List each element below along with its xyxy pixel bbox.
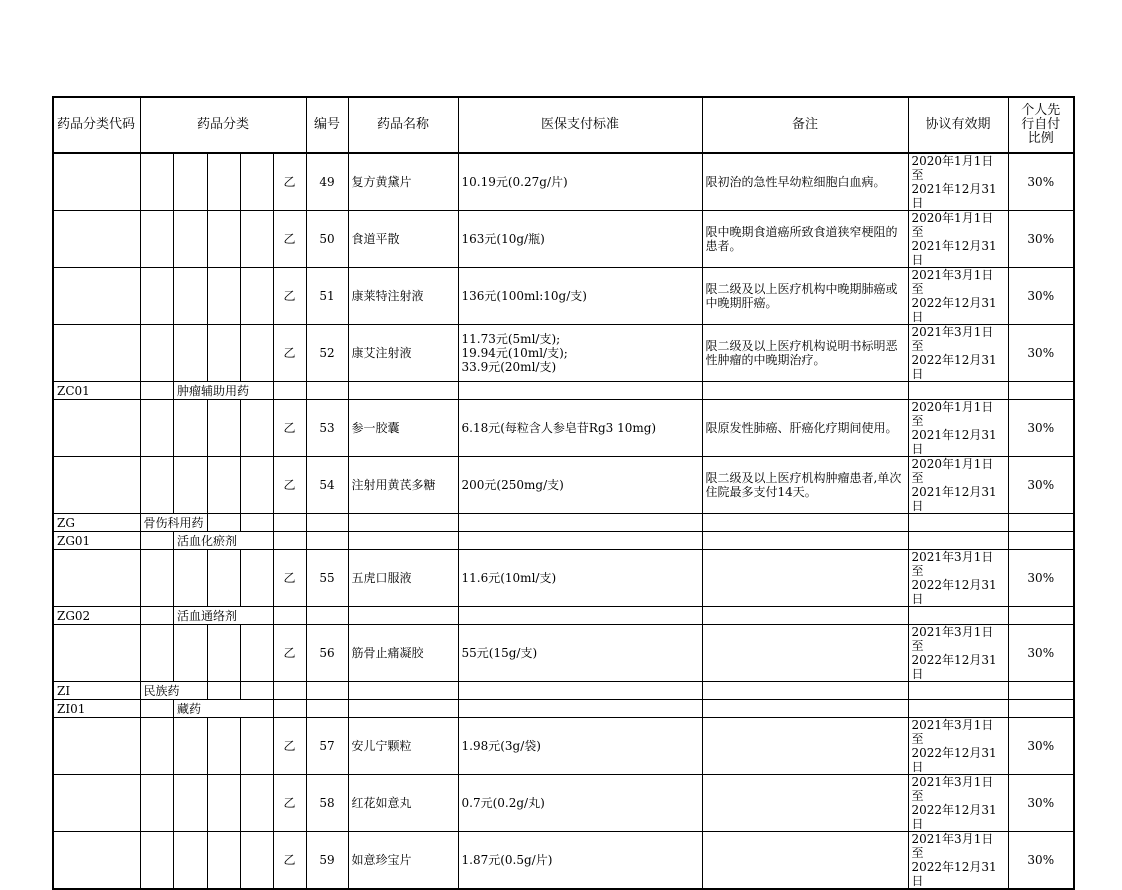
category-cell <box>240 775 273 832</box>
category-code-cell <box>53 457 140 514</box>
drug-name-cell: 如意珍宝片 <box>348 832 458 890</box>
validity-cell: 2020年1月1日至 2021年12月31日 <box>908 211 1008 268</box>
empty-cell <box>273 607 306 625</box>
empty-cell <box>306 514 348 532</box>
empty-cell <box>306 682 348 700</box>
category-row <box>53 532 1074 550</box>
category-cell <box>140 832 174 890</box>
category-cell <box>174 775 208 832</box>
number-cell: 53 <box>306 400 348 457</box>
category-label-cell: 活血通络剂 <box>174 607 274 625</box>
empty-cell <box>908 607 1008 625</box>
drug-name-cell: 康艾注射液 <box>348 325 458 382</box>
category-cell <box>207 718 240 775</box>
category-code-cell: ZG <box>53 514 140 532</box>
empty-cell <box>273 382 306 400</box>
empty-cell <box>348 382 458 400</box>
category-code-cell: ZG01 <box>53 532 140 550</box>
grade-cell: 乙 <box>273 775 306 832</box>
empty-cell <box>1008 382 1074 400</box>
self-pay-ratio-cell: 30% <box>1008 625 1074 682</box>
remark-cell <box>702 550 908 607</box>
validity-cell: 2020年1月1日至 2021年12月31日 <box>908 400 1008 457</box>
category-row <box>53 607 1074 625</box>
self-pay-ratio-cell: 30% <box>1008 775 1074 832</box>
drug-name-cell: 参一胶囊 <box>348 400 458 457</box>
category-cell <box>140 382 174 400</box>
category-cell <box>207 514 240 532</box>
category-cell <box>140 532 174 550</box>
empty-cell <box>702 682 908 700</box>
header-number: 编号 <box>306 97 348 153</box>
header-remark: 备注 <box>702 97 908 153</box>
remark-cell <box>702 775 908 832</box>
category-cell <box>174 400 208 457</box>
category-code-cell <box>53 550 140 607</box>
category-cell <box>174 268 208 325</box>
empty-cell <box>908 514 1008 532</box>
empty-cell <box>348 607 458 625</box>
payment-standard-cell: 1.87元(0.5g/片) <box>458 832 702 890</box>
category-cell <box>140 268 174 325</box>
empty-cell <box>1008 514 1074 532</box>
grade-cell: 乙 <box>273 550 306 607</box>
category-row <box>53 700 1074 718</box>
self-pay-ratio-cell: 30% <box>1008 400 1074 457</box>
remark-cell: 限原发性肺癌、肝癌化疗期间使用。 <box>702 400 908 457</box>
category-cell <box>240 682 273 700</box>
category-cell <box>240 832 273 890</box>
category-cell <box>240 457 273 514</box>
self-pay-ratio-cell: 30% <box>1008 457 1074 514</box>
empty-cell <box>273 514 306 532</box>
empty-cell <box>1008 607 1074 625</box>
empty-cell <box>458 382 702 400</box>
header-row <box>53 97 1074 153</box>
header-validity: 协议有效期 <box>908 97 1008 153</box>
drug-row <box>53 211 1074 268</box>
empty-cell <box>458 607 702 625</box>
category-cell <box>207 550 240 607</box>
number-cell: 55 <box>306 550 348 607</box>
category-code-cell <box>53 211 140 268</box>
category-code-cell: ZC01 <box>53 382 140 400</box>
category-code-cell <box>53 718 140 775</box>
category-cell <box>140 211 174 268</box>
empty-cell <box>458 700 702 718</box>
payment-standard-cell: 6.18元(每粒含人参皂苷Rg3 10mg) <box>458 400 702 457</box>
payment-standard-cell: 11.6元(10ml/支) <box>458 550 702 607</box>
category-cell <box>174 832 208 890</box>
empty-cell <box>458 514 702 532</box>
validity-cell: 2021年3月1日至 2022年12月31日 <box>908 718 1008 775</box>
header-code: 药品分类代码 <box>53 97 140 153</box>
category-code-cell: ZG02 <box>53 607 140 625</box>
validity-cell: 2021年3月1日至 2022年12月31日 <box>908 775 1008 832</box>
category-cell <box>240 325 273 382</box>
category-cell <box>140 718 174 775</box>
category-cell <box>207 457 240 514</box>
category-cell <box>207 775 240 832</box>
validity-cell: 2021年3月1日至 2022年12月31日 <box>908 550 1008 607</box>
grade-cell: 乙 <box>273 832 306 890</box>
self-pay-ratio-cell: 30% <box>1008 718 1074 775</box>
category-label-cell: 骨伤科用药 <box>140 514 207 532</box>
category-cell <box>207 400 240 457</box>
empty-cell <box>1008 700 1074 718</box>
self-pay-ratio-cell: 30% <box>1008 325 1074 382</box>
drug-row <box>53 268 1074 325</box>
category-code-cell <box>53 400 140 457</box>
category-code-cell <box>53 325 140 382</box>
category-row <box>53 514 1074 532</box>
number-cell: 50 <box>306 211 348 268</box>
category-code-cell <box>53 268 140 325</box>
category-cell <box>240 550 273 607</box>
category-code-cell <box>53 775 140 832</box>
category-cell <box>207 268 240 325</box>
empty-cell <box>908 382 1008 400</box>
category-cell <box>140 700 174 718</box>
grade-cell: 乙 <box>273 718 306 775</box>
empty-cell <box>702 700 908 718</box>
number-cell: 54 <box>306 457 348 514</box>
category-cell <box>140 325 174 382</box>
category-row <box>53 382 1074 400</box>
category-cell <box>140 775 174 832</box>
drug-row <box>53 832 1074 890</box>
empty-cell <box>908 532 1008 550</box>
self-pay-ratio-cell: 30% <box>1008 211 1074 268</box>
drug-row <box>53 775 1074 832</box>
category-cell <box>240 268 273 325</box>
header-drug-name: 药品名称 <box>348 97 458 153</box>
remark-cell: 限二级及以上医疗机构中晚期肺癌或中晚期肝癌。 <box>702 268 908 325</box>
category-code-cell: ZI01 <box>53 700 140 718</box>
category-cell <box>174 457 208 514</box>
drug-row <box>53 718 1074 775</box>
drug-name-cell: 筋骨止痛凝胶 <box>348 625 458 682</box>
empty-cell <box>702 382 908 400</box>
category-row <box>53 682 1074 700</box>
self-pay-ratio-cell: 30% <box>1008 832 1074 890</box>
empty-cell <box>1008 682 1074 700</box>
empty-cell <box>306 382 348 400</box>
validity-cell: 2021年3月1日至 2022年12月31日 <box>908 832 1008 890</box>
number-cell: 59 <box>306 832 348 890</box>
number-cell: 57 <box>306 718 348 775</box>
validity-cell: 2021年3月1日至 2022年12月31日 <box>908 325 1008 382</box>
validity-cell: 2021年3月1日至 2022年12月31日 <box>908 268 1008 325</box>
category-code-cell <box>53 832 140 890</box>
empty-cell <box>306 607 348 625</box>
drug-name-cell: 食道平散 <box>348 211 458 268</box>
drug-name-cell: 五虎口服液 <box>348 550 458 607</box>
category-cell <box>174 153 208 211</box>
category-cell <box>207 625 240 682</box>
empty-cell <box>1008 532 1074 550</box>
grade-cell: 乙 <box>273 325 306 382</box>
number-cell: 49 <box>306 153 348 211</box>
empty-cell <box>348 700 458 718</box>
payment-standard-cell: 136元(100ml:10g/支) <box>458 268 702 325</box>
empty-cell <box>348 514 458 532</box>
category-cell <box>174 211 208 268</box>
empty-cell <box>702 532 908 550</box>
payment-standard-cell: 10.19元(0.27g/片) <box>458 153 702 211</box>
category-cell <box>140 400 174 457</box>
category-label-cell: 民族药 <box>140 682 207 700</box>
self-pay-ratio-cell: 30% <box>1008 550 1074 607</box>
empty-cell <box>348 682 458 700</box>
grade-cell: 乙 <box>273 400 306 457</box>
empty-cell <box>348 532 458 550</box>
payment-standard-cell: 163元(10g/瓶) <box>458 211 702 268</box>
payment-standard-cell: 0.7元(0.2g/丸) <box>458 775 702 832</box>
category-cell <box>240 153 273 211</box>
header-payment-standard: 医保支付标准 <box>458 97 702 153</box>
drug-name-cell: 复方黄黛片 <box>348 153 458 211</box>
drug-row <box>53 457 1074 514</box>
number-cell: 52 <box>306 325 348 382</box>
header-category: 药品分类 <box>140 97 306 153</box>
payment-standard-cell: 1.98元(3g/袋) <box>458 718 702 775</box>
remark-cell: 限二级及以上医疗机构说明书标明恶性肿瘤的中晚期治疗。 <box>702 325 908 382</box>
grade-cell: 乙 <box>273 211 306 268</box>
empty-cell <box>273 700 306 718</box>
self-pay-ratio-cell: 30% <box>1008 268 1074 325</box>
category-cell <box>207 832 240 890</box>
drug-row <box>53 153 1074 211</box>
category-cell <box>240 211 273 268</box>
drug-name-cell: 安儿宁颗粒 <box>348 718 458 775</box>
category-cell <box>140 607 174 625</box>
category-label-cell: 肿瘤辅助用药 <box>174 382 274 400</box>
number-cell: 58 <box>306 775 348 832</box>
category-cell <box>240 514 273 532</box>
empty-cell <box>306 532 348 550</box>
category-cell <box>140 457 174 514</box>
empty-cell <box>273 682 306 700</box>
empty-cell <box>306 700 348 718</box>
drug-row <box>53 625 1074 682</box>
grade-cell: 乙 <box>273 268 306 325</box>
remark-cell: 限初治的急性早幼粒细胞白血病。 <box>702 153 908 211</box>
category-cell <box>174 625 208 682</box>
category-cell <box>174 325 208 382</box>
remark-cell <box>702 718 908 775</box>
payment-standard-cell: 11.73元(5ml/支); 19.94元(10ml/支); 33.9元(20ml/支) <box>458 325 702 382</box>
category-code-cell <box>53 153 140 211</box>
category-cell <box>240 718 273 775</box>
drug-row <box>53 550 1074 607</box>
category-code-cell: ZI <box>53 682 140 700</box>
drug-row <box>53 325 1074 382</box>
drug-payment-table <box>52 96 1075 890</box>
remark-cell <box>702 625 908 682</box>
category-cell <box>140 153 174 211</box>
self-pay-ratio-cell: 30% <box>1008 153 1074 211</box>
empty-cell <box>908 682 1008 700</box>
validity-cell: 2021年3月1日至 2022年12月31日 <box>908 625 1008 682</box>
drug-name-cell: 注射用黄芪多糖 <box>348 457 458 514</box>
category-cell <box>207 325 240 382</box>
category-cell <box>174 718 208 775</box>
grade-cell: 乙 <box>273 457 306 514</box>
category-label-cell: 藏药 <box>174 700 274 718</box>
category-cell <box>207 211 240 268</box>
payment-standard-cell: 200元(250mg/支) <box>458 457 702 514</box>
category-cell <box>207 682 240 700</box>
grade-cell: 乙 <box>273 153 306 211</box>
empty-cell <box>458 682 702 700</box>
category-label-cell: 活血化瘀剂 <box>174 532 274 550</box>
drug-row <box>53 400 1074 457</box>
number-cell: 56 <box>306 625 348 682</box>
empty-cell <box>908 700 1008 718</box>
empty-cell <box>458 532 702 550</box>
remark-cell: 限二级及以上医疗机构肿瘤患者,单次住院最多支付14天。 <box>702 457 908 514</box>
grade-cell: 乙 <box>273 625 306 682</box>
drug-name-cell: 康莱特注射液 <box>348 268 458 325</box>
empty-cell <box>702 607 908 625</box>
category-cell <box>240 625 273 682</box>
category-cell <box>240 400 273 457</box>
drug-name-cell: 红花如意丸 <box>348 775 458 832</box>
validity-cell: 2020年1月1日至 2021年12月31日 <box>908 153 1008 211</box>
validity-cell: 2020年1月1日至 2021年12月31日 <box>908 457 1008 514</box>
category-code-cell <box>53 625 140 682</box>
remark-cell <box>702 832 908 890</box>
header-self-pay-ratio: 个人先 行自付 比例 <box>1008 97 1074 153</box>
number-cell: 51 <box>306 268 348 325</box>
category-cell <box>140 625 174 682</box>
remark-cell: 限中晚期食道癌所致食道狭窄梗阻的患者。 <box>702 211 908 268</box>
category-cell <box>207 153 240 211</box>
empty-cell <box>273 532 306 550</box>
empty-cell <box>702 514 908 532</box>
category-cell <box>140 550 174 607</box>
payment-standard-cell: 55元(15g/支) <box>458 625 702 682</box>
category-cell <box>174 550 208 607</box>
